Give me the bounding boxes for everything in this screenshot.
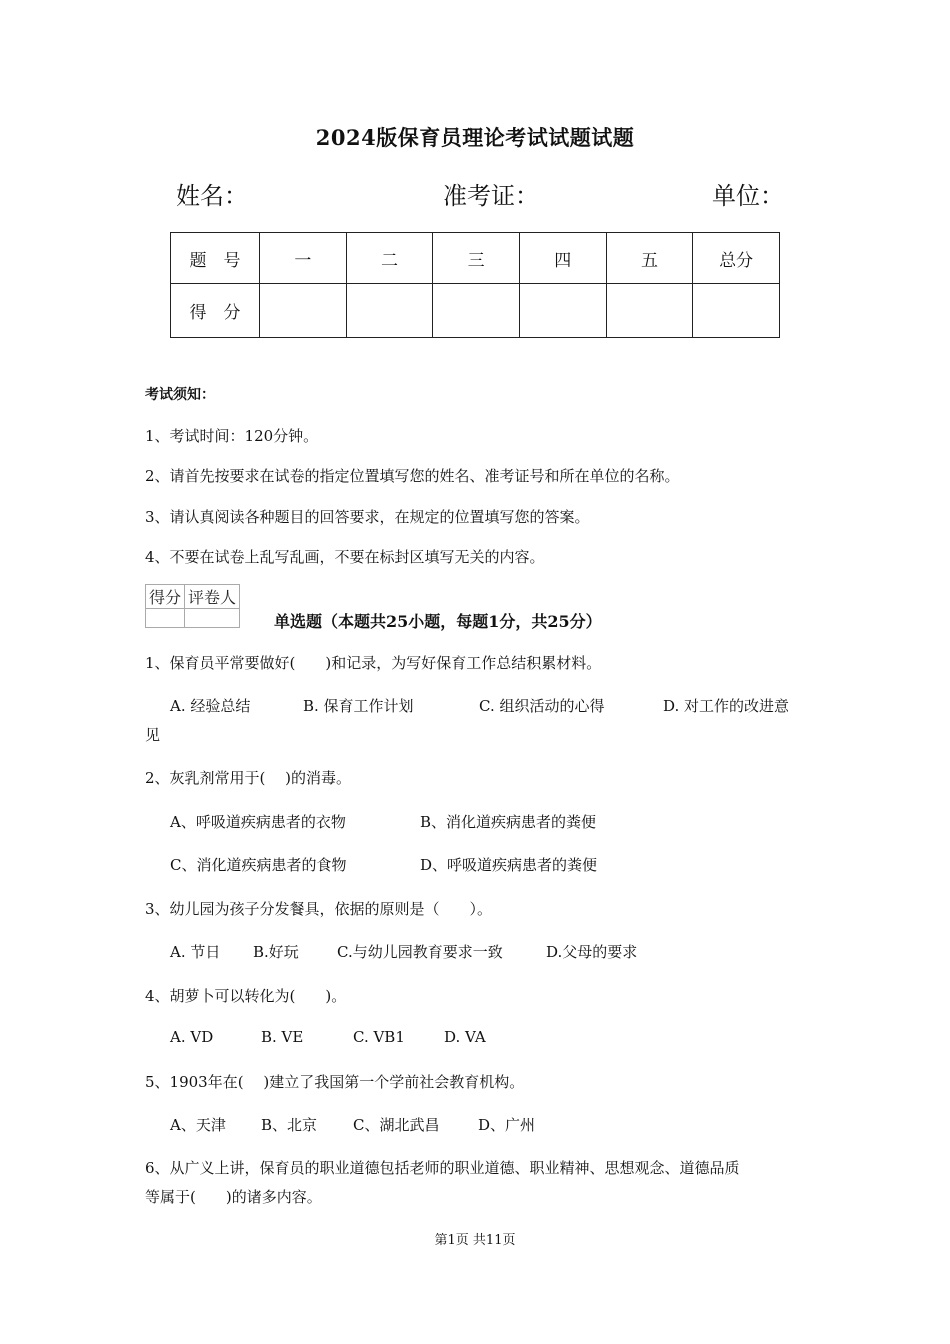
- exam-id-field-label: 准考证：: [443, 182, 539, 210]
- option-c: C. VB1: [353, 1028, 405, 1046]
- option-d-continuation: 见: [145, 726, 161, 744]
- score-cell: [693, 284, 780, 338]
- name-field-label: 姓名：: [176, 182, 248, 210]
- option-a: A. VD: [170, 1028, 214, 1046]
- notice-item: 2、请首先按要求在试卷的指定位置填写您的姓名、准考证号和所在单位的名称。: [145, 467, 680, 485]
- score-table-header-row: [171, 233, 780, 284]
- section-title: 单选题（本题共25小题，每题1分，共25分）: [274, 612, 602, 631]
- page-footer: 第1页 共11页: [434, 1233, 516, 1248]
- question-stem: 1、保育员平常要做好( )和记录，为写好保育工作总结积累材料。: [145, 654, 602, 672]
- notice-item: 4、不要在试卷上乱写乱画，不要在标封区填写无关的内容。: [145, 548, 545, 566]
- score-table-header-cell: 五: [606, 233, 693, 284]
- option-c: C、湖北武昌: [353, 1116, 440, 1134]
- option-b: B、消化道疾病患者的粪便: [420, 813, 597, 831]
- question-stem: 3、幼儿园为孩子分发餐具，依据的原则是（ ）。: [145, 900, 493, 918]
- option-d: D.父母的要求: [546, 943, 638, 961]
- option-b: B. 保育工作计划: [303, 697, 414, 715]
- question-stem: 2、灰乳剂常用于( )的消毒。: [145, 769, 352, 787]
- option-c: C、消化道疾病患者的食物: [170, 856, 347, 874]
- option-d: D. 对工作的改进意: [663, 697, 790, 715]
- option-d: D. VA: [444, 1028, 486, 1046]
- option-b: B、北京: [261, 1116, 318, 1134]
- score-table-header-cell: 四: [519, 233, 606, 284]
- score-table-header-cell: 二: [346, 233, 433, 284]
- score-table-header-cell: 一: [260, 233, 347, 284]
- score-cell: [519, 284, 606, 338]
- option-a: A、呼吸道疾病患者的衣物: [170, 813, 346, 831]
- score-row-label: 得 分: [171, 284, 260, 338]
- option-c: C. 组织活动的心得: [479, 697, 605, 715]
- page-title: 2024版保育员理论考试试题试题: [315, 125, 635, 150]
- notice-item: 1、考试时间：120分钟。: [145, 427, 319, 445]
- option-d: D、呼吸道疾病患者的粪便: [420, 856, 598, 874]
- question-stem: 5、1903年在( )建立了我国第一个学前社会教育机构。: [145, 1073, 525, 1091]
- notice-heading: 考试须知：: [145, 387, 215, 403]
- option-b: B.好玩: [253, 943, 299, 961]
- question-stem: 4、胡萝卜可以转化为( )。: [145, 987, 347, 1005]
- grader-score-cell: [146, 609, 185, 628]
- score-table-header-cell: 题 号: [171, 233, 260, 284]
- score-table-header-cell: 三: [433, 233, 520, 284]
- score-table-header-cell: 总分: [693, 233, 780, 284]
- score-cell: [606, 284, 693, 338]
- question-stem: 6、从广义上讲，保育员的职业道德包括老师的职业道德、职业精神、思想观念、道德品质: [145, 1159, 740, 1177]
- score-table-score-row: [171, 284, 780, 338]
- score-table: [170, 232, 780, 338]
- notice-item: 3、请认真阅读各种题目的回答要求，在规定的位置填写您的答案。: [145, 508, 590, 526]
- unit-field-label: 单位：: [712, 182, 784, 210]
- option-a: A. 经验总结: [170, 697, 251, 715]
- option-d: D、广州: [478, 1116, 536, 1134]
- score-cell: [433, 284, 520, 338]
- grader-name-label: 评卷人: [185, 585, 240, 609]
- option-a: A. 节日: [170, 943, 221, 961]
- grader-score-label: 得分: [146, 585, 185, 609]
- grader-name-cell: [185, 609, 240, 628]
- score-cell: [260, 284, 347, 338]
- grader-box: [145, 584, 240, 628]
- score-cell: [346, 284, 433, 338]
- option-c: C.与幼儿园教育要求一致: [337, 943, 503, 961]
- option-a: A、天津: [170, 1116, 226, 1134]
- question-stem-continuation: 等属于( )的诸多内容。: [145, 1188, 322, 1206]
- option-b: B. VE: [261, 1028, 304, 1046]
